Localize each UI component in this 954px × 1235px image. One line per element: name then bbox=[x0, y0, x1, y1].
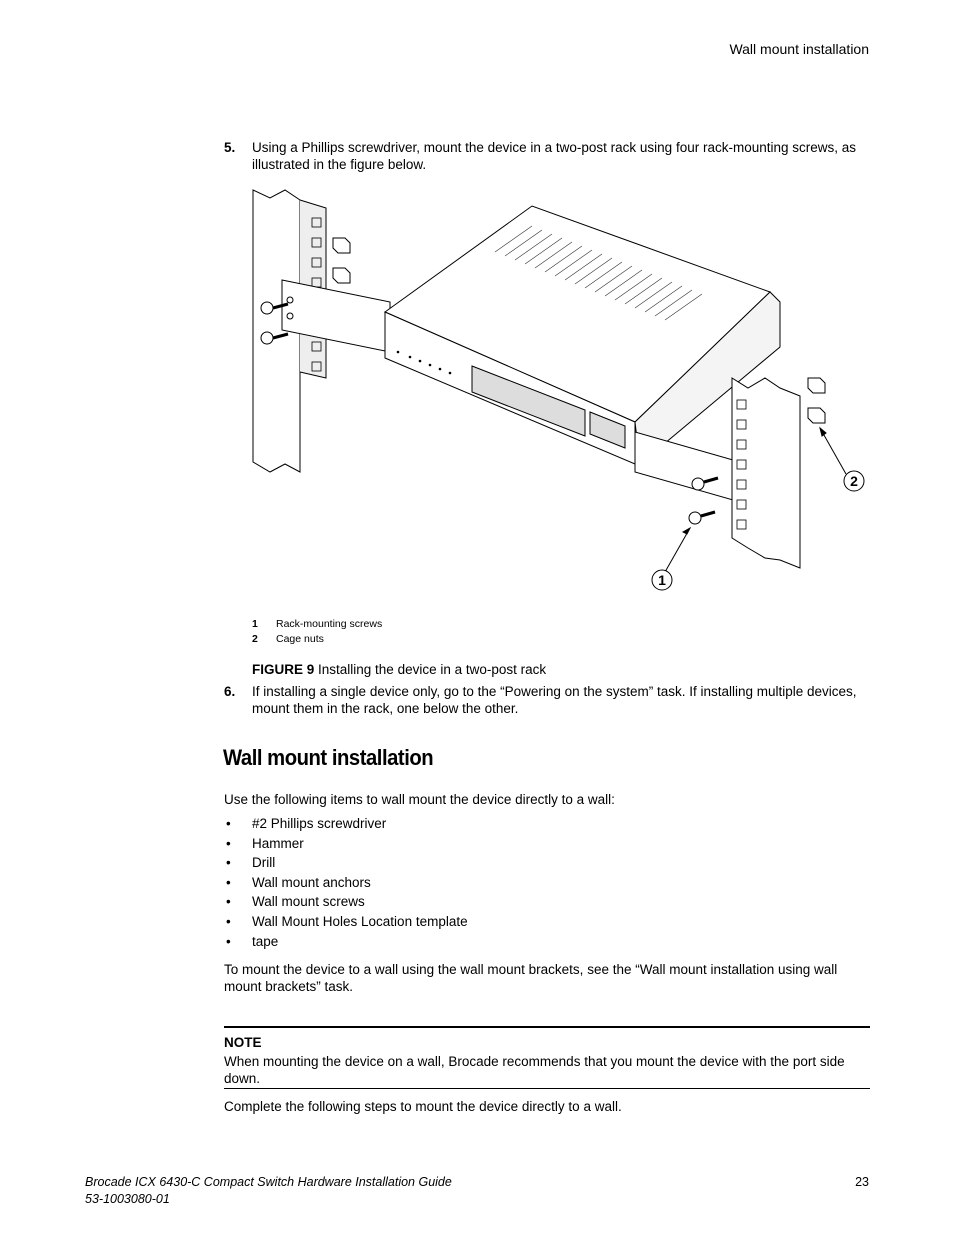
section-heading: Wall mount installation bbox=[223, 745, 434, 770]
footer-doc-title: Brocade ICX 6430-C Compact Switch Hardware Installation Guide bbox=[85, 1175, 452, 1189]
note-text: When mounting the device on a wall, Brocade recommends that you mount the device with the port side down. bbox=[224, 1054, 845, 1086]
callout-2-label: 2 bbox=[850, 473, 858, 489]
note-bottom-rule bbox=[224, 1088, 870, 1089]
callout-1-leader bbox=[665, 528, 690, 572]
callout-1-label: 1 bbox=[658, 572, 666, 588]
right-rack-post bbox=[732, 378, 800, 568]
legend-key: 2 bbox=[252, 633, 258, 645]
running-header: Wall mount installation bbox=[729, 41, 869, 57]
legend-label: Rack-mounting screws bbox=[276, 618, 383, 630]
figure-caption-label: FIGURE 9 bbox=[252, 662, 315, 677]
step-text: Using a Phillips screwdriver, mount the device in a two-post rack using four rack-mounting screws, as illustrated in the figure below. bbox=[252, 140, 856, 172]
left-cage-nuts bbox=[333, 238, 350, 283]
right-mount-bracket bbox=[635, 432, 740, 502]
footer-doc-number: 53-1003080-01 bbox=[85, 1192, 170, 1206]
step-number: 5. bbox=[224, 140, 236, 155]
step-number: 6. bbox=[224, 684, 236, 699]
legend-label: Cage nuts bbox=[276, 633, 324, 645]
page-number: 23 bbox=[855, 1175, 869, 1189]
note-label: NOTE bbox=[224, 1035, 262, 1050]
rack-mount-illustration bbox=[240, 182, 880, 602]
brackets-paragraph: To mount the device to a wall using the wall mount brackets, see the “Wall mount installation using wall mount brackets” task. bbox=[224, 962, 838, 994]
right-cage-nuts bbox=[808, 378, 825, 423]
figure-caption bbox=[252, 662, 546, 677]
intro-paragraph: Use the following items to wall mount the device directly to a wall: bbox=[224, 792, 615, 807]
note-top-rule bbox=[224, 1026, 870, 1028]
figure-caption-text: Installing the device in a two-post rack bbox=[314, 662, 547, 677]
step-text: If installing a single device only, go to the “Powering on the system” task. If installing multiple devices, mount them in the rack, one below the other. bbox=[252, 684, 857, 716]
closing-paragraph: Complete the following steps to mount the device directly to a wall. bbox=[224, 1099, 622, 1114]
switch-device bbox=[385, 206, 780, 464]
legend-key: 1 bbox=[252, 618, 258, 630]
